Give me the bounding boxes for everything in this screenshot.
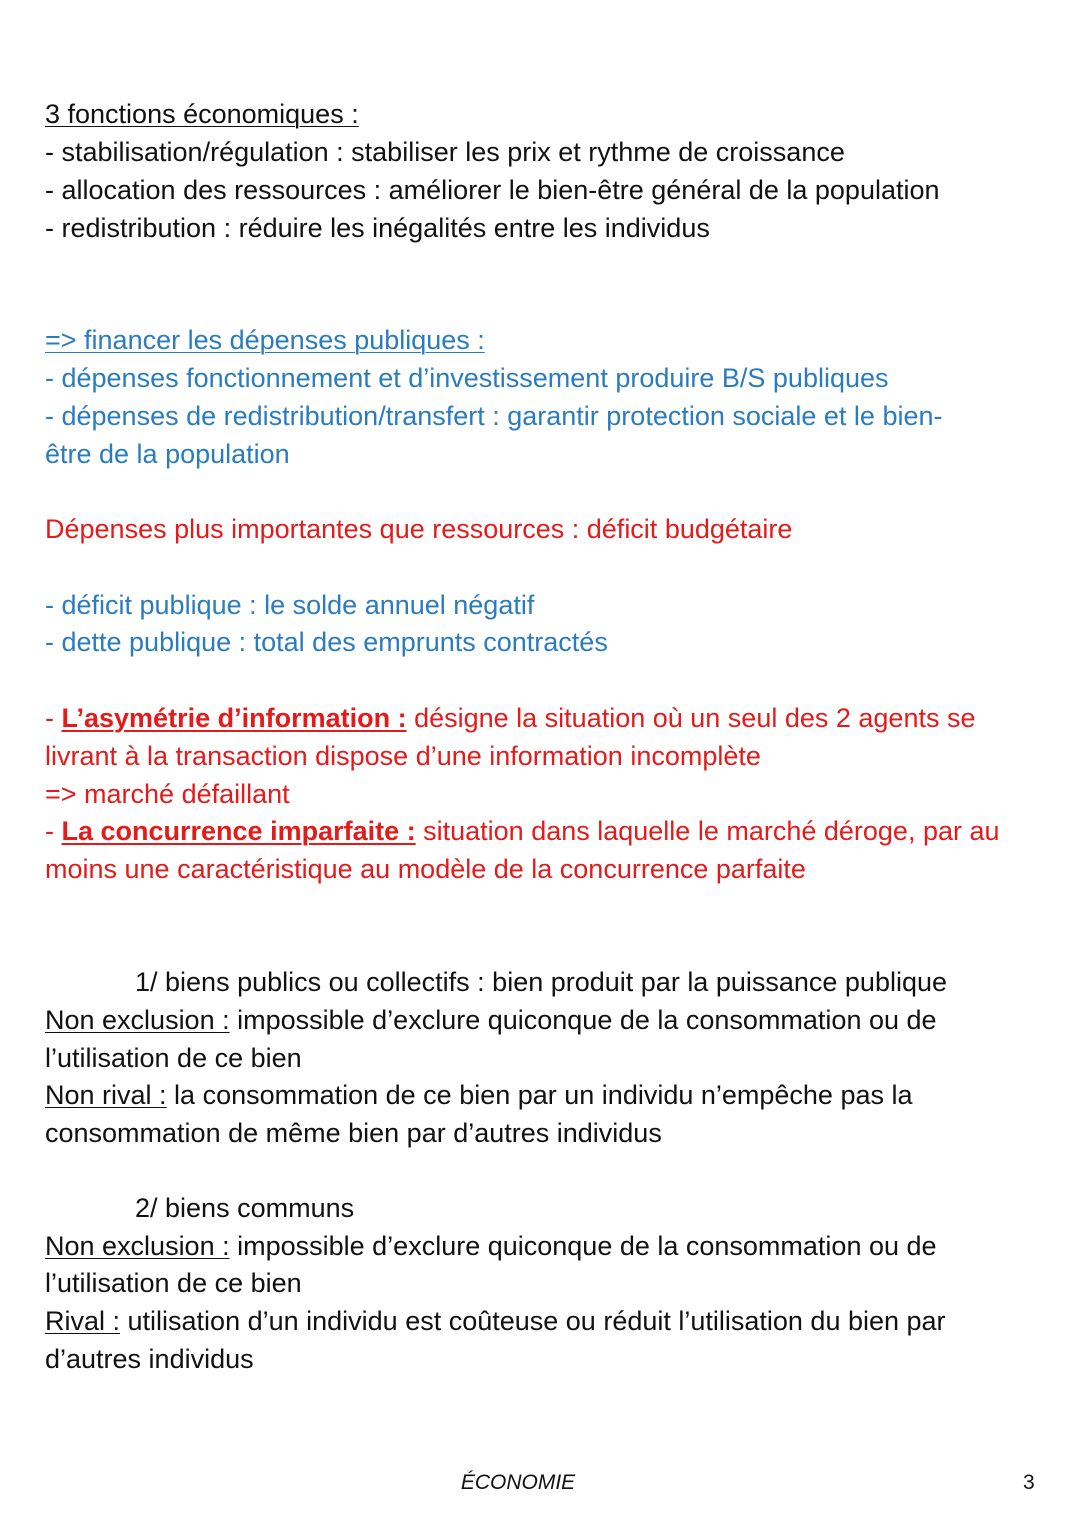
list-item: - redistribution : réduire les inégalités entre les individus: [45, 213, 710, 243]
term: L’asymétrie d’information :: [61, 703, 407, 733]
section-heading: [45, 321, 485, 359]
definition: situation dans laquelle le marché déroge, par au: [415, 816, 1000, 846]
definition-line: [45, 812, 1000, 850]
definition-line: l’utilisation de ce bien: [45, 1268, 302, 1298]
definition-line: [45, 1227, 937, 1265]
heading-text: => financer les dépenses publiques :: [45, 325, 485, 355]
term: La concurrence imparfaite :: [61, 816, 416, 846]
definition-line: => marché défaillant: [45, 779, 290, 809]
deficit-statement: Dépenses plus importantes que ressources : déficit budgétaire: [45, 514, 793, 544]
subsection-title: 2/ biens communs: [135, 1193, 355, 1223]
definition: utilisation d’un individu est coûteuse ou réduit l’utilisation du bien par: [120, 1306, 946, 1336]
section-heading: [45, 95, 359, 133]
definition: désigne la situation où un seul des 2 agents se: [406, 703, 976, 733]
list-item: - allocation des ressources : améliorer le bien-être général de la population: [45, 175, 940, 205]
definition: impossible d’exclure quiconque de la consommation ou de: [229, 1231, 937, 1261]
definition: impossible d’exclure quiconque de la consommation ou de: [229, 1005, 937, 1035]
list-item: - déficit publique : le solde annuel négatif: [45, 590, 535, 620]
term: Non exclusion :: [45, 1005, 230, 1035]
subsection-title: 1/ biens publics ou collectifs : bien produit par la puissance publique: [135, 967, 948, 997]
definition-line: livrant à la transaction dispose d’une information incomplète: [45, 741, 761, 771]
term: Non rival :: [45, 1080, 167, 1110]
definition-line: [45, 1076, 913, 1114]
footer-title: ÉCONOMIE: [460, 1471, 576, 1494]
heading-text: 3 fonctions économiques :: [45, 99, 359, 129]
definition-line: [45, 699, 975, 737]
page-number: 3: [1023, 1471, 1035, 1494]
list-item: - stabilisation/régulation : stabiliser les prix et rythme de croissance: [45, 137, 845, 167]
list-item-continued: être de la population: [45, 439, 290, 469]
term: Rival :: [45, 1306, 121, 1336]
definition-line: [45, 1001, 937, 1039]
list-item: - dépenses de redistribution/transfert : garantir protection sociale et le bien-: [45, 401, 943, 431]
dash: -: [45, 816, 62, 846]
dash: -: [45, 703, 62, 733]
definition: la consommation de ce bien par un individu n’empêche pas la: [166, 1080, 913, 1110]
definition-line: consommation de même bien par d’autres individus: [45, 1118, 662, 1148]
definition-line: [45, 1302, 946, 1340]
term: Non exclusion :: [45, 1231, 230, 1261]
definition-line: d’autres individus: [45, 1344, 254, 1374]
list-item: - dette publique : total des emprunts contractés: [45, 627, 608, 657]
list-item: - dépenses fonctionnement et d’investissement produire B/S publiques: [45, 363, 889, 393]
definition-line: moins une caractéristique au modèle de la concurrence parfaite: [45, 854, 806, 884]
definition-line: l’utilisation de ce bien: [45, 1043, 302, 1073]
